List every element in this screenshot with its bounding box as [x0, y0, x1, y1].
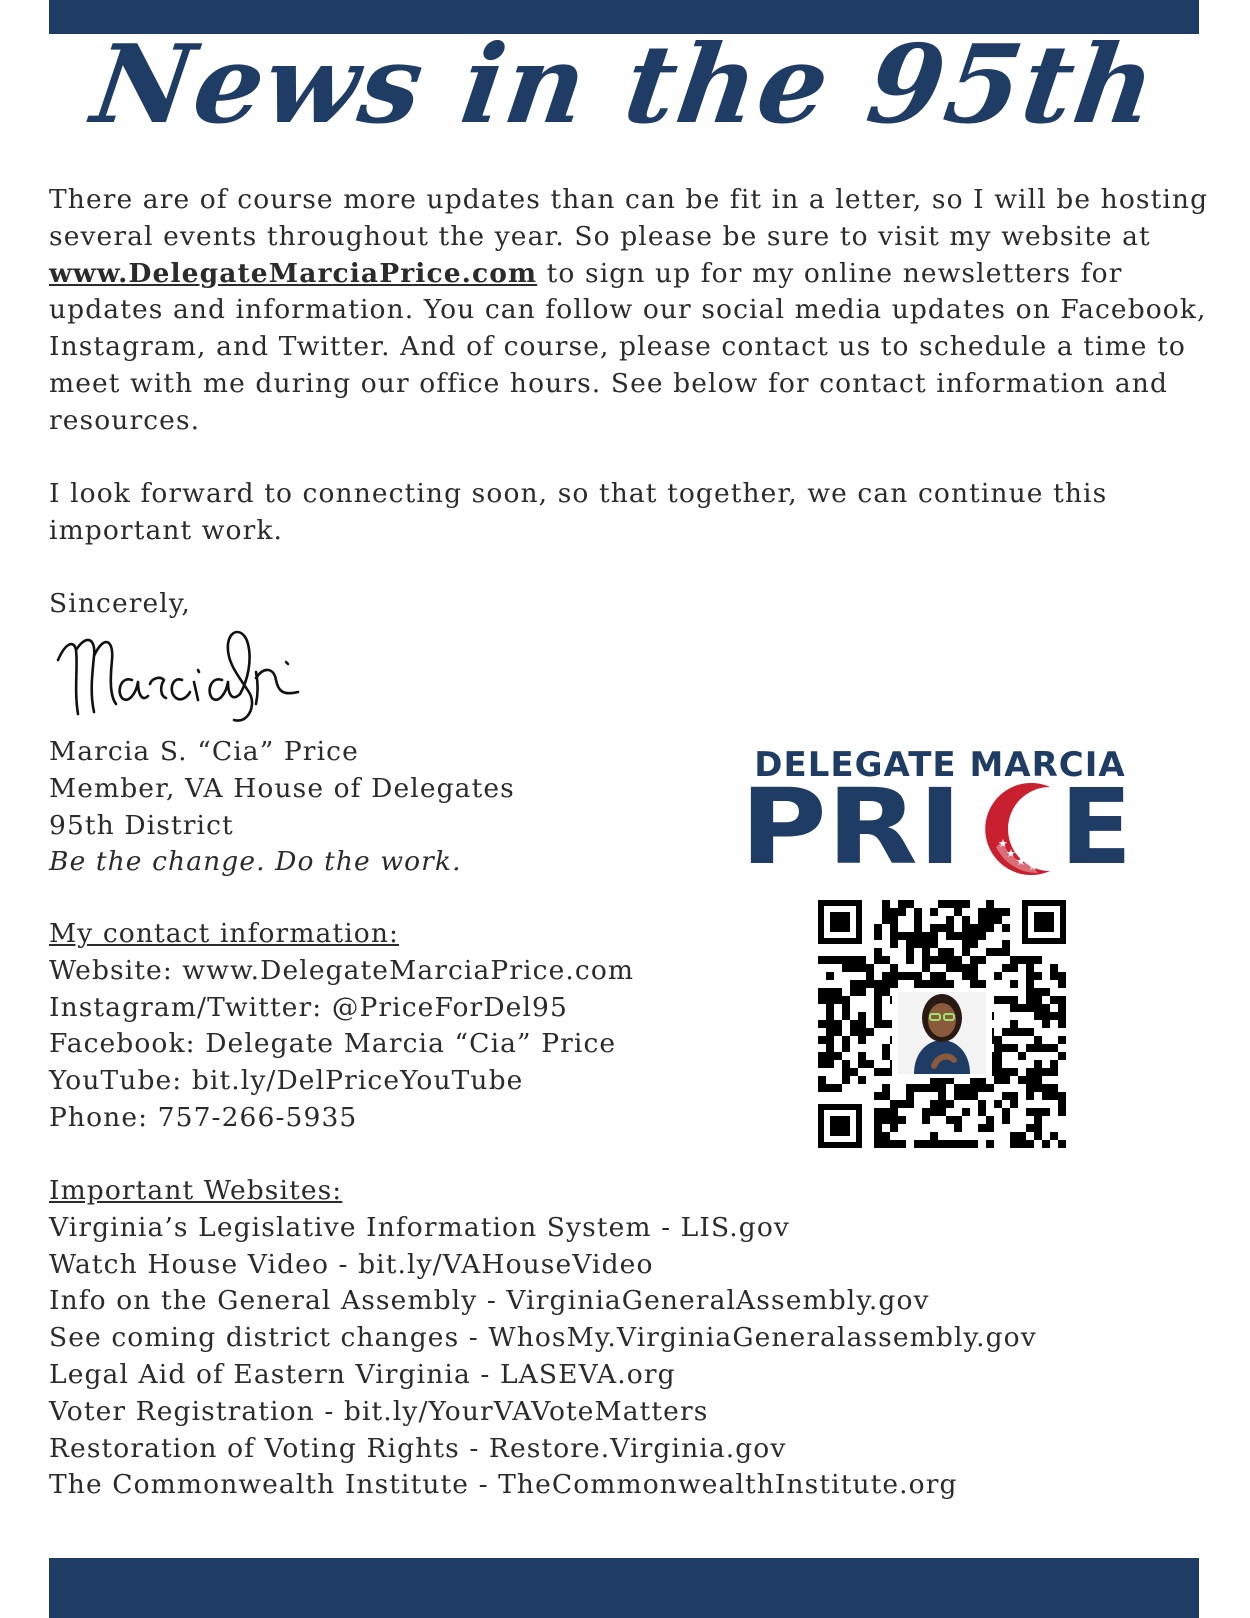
website-line: See coming district changes - WhosMy.VirginiaGeneralassembly.gov: [49, 1322, 1037, 1354]
logo-text-e: E: [1060, 775, 1132, 880]
intro-paragraph: [49, 182, 1209, 440]
contact-heading: My contact information:: [49, 918, 400, 949]
signer-name: Marcia S. “Cia” Price: [49, 736, 359, 767]
handwritten-signature: [52, 620, 312, 732]
website-line: Watch House Video - bit.ly/VAHouseVideo: [49, 1248, 654, 1280]
svg-text:★: ★: [1016, 855, 1026, 868]
closing-paragraph: I look forward to connecting soon, so that together, we can continue this important work.: [49, 478, 1108, 546]
svg-text:★: ★: [1006, 847, 1016, 860]
websites-heading: Important Websites:: [49, 1175, 343, 1206]
website-line: Voter Registration - bit.ly/YourVAVoteMatters: [49, 1395, 709, 1427]
bottom-banner-bar: [49, 1558, 1199, 1618]
contact-line: Website: www.DelegateMarciaPrice.com: [49, 954, 635, 986]
portrait-avatar: [898, 992, 986, 1074]
contact-line: Phone: 757-266-5935: [49, 1101, 358, 1133]
logo-wordmark: [740, 775, 1140, 880]
contact-line: Instagram/Twitter: @PriceForDel95: [49, 991, 568, 1023]
contact-line: YouTube: bit.ly/DelPriceYouTube: [49, 1065, 524, 1097]
qr-code-icon[interactable]: [818, 900, 1066, 1148]
motto: Be the change. Do the work.: [49, 846, 462, 878]
website-line: Legal Aid of Eastern Virginia - LASEVA.org: [49, 1358, 676, 1390]
intro-text-end: to sign up for my online newsletters for updates and information. You can follow our social media updates on Facebook, Instagram, and Twitter. And of course, please contact us to schedule a time to meet with me during our office hours. See below for contact information and resources.: [49, 257, 1207, 436]
website-line: Virginia’s Legislative Information System - LIS.gov: [49, 1211, 790, 1243]
website-line: Info on the General Assembly - VirginiaGeneralAssembly.gov: [49, 1285, 930, 1317]
contact-line: Facebook: Delegate Marcia “Cia” Price: [49, 1028, 617, 1060]
page-title: News in the 95th: [85, 22, 1165, 148]
signer-district: 95th District: [49, 809, 234, 841]
signature-block: [49, 734, 515, 881]
contact-section: [49, 916, 634, 1137]
svg-text:★: ★: [1028, 860, 1038, 873]
logo-top-line: DELEGATE MARCIA: [754, 745, 1126, 785]
intro-text-start: There are of course more updates than can be fit in a letter, so I will be hosting several events throughout the year. So please be sure to visit my website at: [49, 184, 1209, 252]
delegate-price-logo: [740, 745, 1140, 880]
sincerely-text: Sincerely,: [49, 588, 191, 619]
crescent-icon: [985, 783, 1050, 875]
signer-role: Member, VA House of Delegates: [49, 772, 515, 804]
logo-text-pri: PRI: [740, 775, 962, 880]
website-line: The Commonwealth Institute - TheCommonwealthInstitute.org: [49, 1469, 958, 1501]
svg-text:★: ★: [998, 837, 1008, 850]
website-link[interactable]: www.DelegateMarciaPrice.com: [49, 257, 538, 289]
website-line: Restoration of Voting Rights - Restore.Virginia.gov: [49, 1432, 787, 1464]
websites-section: [49, 1173, 1037, 1504]
